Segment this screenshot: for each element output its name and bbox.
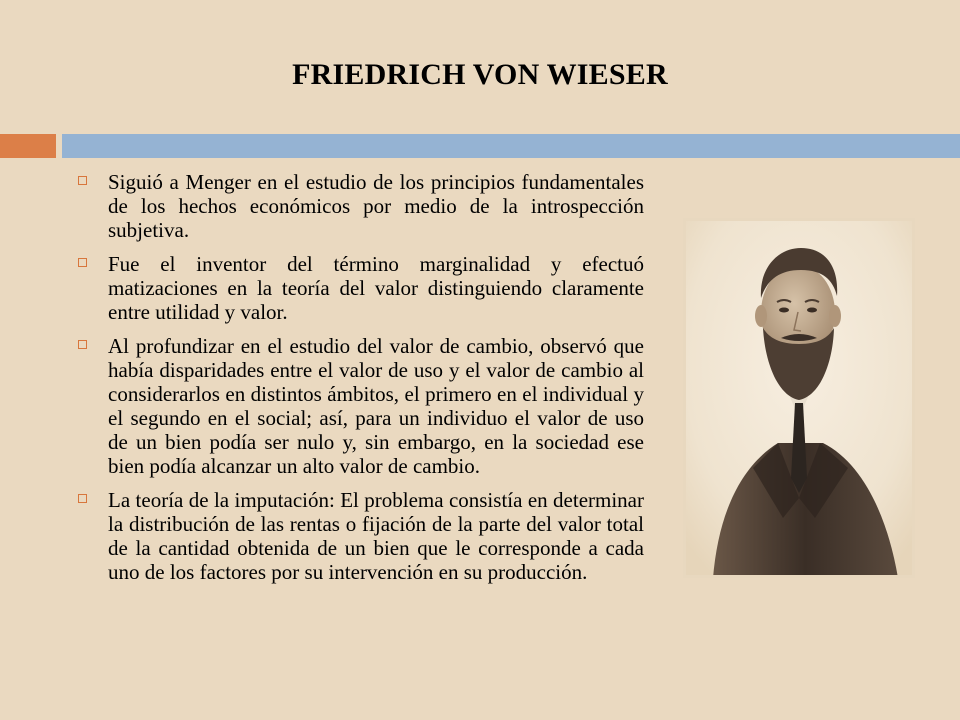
hollow-square-bullet-icon bbox=[78, 340, 87, 349]
bullet-item bbox=[76, 334, 644, 478]
bullet-text: Al profundizar en el estudio del valor de cambio, observó que había disparidades entre el valor de uso y el valor de cambio al considerarlos en distintos ámbitos, el primero en el individual y el segundo en el social; así, para un individuo el valor de uso de un bien podía ser nulo y, sin embargo, en la sociedad ese bien podía alcanzar un alto valor de cambio. bbox=[108, 334, 644, 478]
hollow-square-bullet-icon bbox=[78, 176, 87, 185]
bullet-text: La teoría de la imputación: El problema consistía en determinar la distribución de las rentas o fijación de la parte del valor total de la cantidad obtenida de un bien que le corresponde a cada uno de los factores por su intervención en su producción. bbox=[108, 488, 644, 584]
accent-bar-blue bbox=[62, 134, 960, 158]
hollow-square-bullet-icon bbox=[78, 494, 87, 503]
bullet-item bbox=[76, 488, 644, 584]
slide-title: FRIEDRICH VON WIESER bbox=[292, 58, 668, 91]
bullet-text: Siguió a Menger en el estudio de los principios fundamentales de los hechos económicos por medio de la introspección subjetiva. bbox=[108, 170, 644, 242]
hollow-square-bullet-icon bbox=[78, 258, 87, 267]
bullet-item bbox=[76, 252, 644, 324]
bullet-list bbox=[76, 170, 644, 594]
portrait-photo bbox=[683, 218, 915, 578]
accent-bar-orange bbox=[0, 134, 56, 158]
bullet-text: Fue el inventor del término marginalidad y efectuó matizaciones en la teoría del valor distinguiendo claramente entre utilidad y valor. bbox=[108, 252, 644, 324]
bullet-item bbox=[76, 170, 644, 242]
